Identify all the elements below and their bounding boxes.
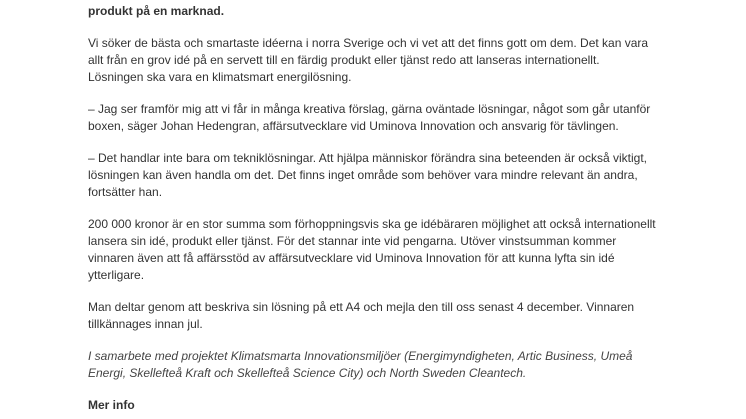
more-info-heading: Mer info — [88, 398, 135, 412]
lead-text: produkt på en marknad. — [88, 4, 225, 18]
paragraph-participation: Man deltar genom att beskriva sin lösning på ett A4 och mejla den till oss senast 4 december. Vinnaren tillkännages innan jul. — [88, 300, 635, 331]
paragraph-intro: Vi söker de bästa och smartaste idéerna i norra Sverige och vi vet att det finns gott om dem. Det kan vara allt från en grov idé på en servett till en färdig produkt eller tjänst redo att lanseras internationellt. Lösningen ska vara en klimatsmart energilösning. — [88, 36, 649, 84]
paragraph-quote-1: – Jag ser framför mig att vi får in många kreativa förslag, gärna oväntade lösningar, något som går utanför boxen, säger Johan Hedengran, affärsutvecklare vid Uminova Innovation och ansvarig för tävlingen. — [88, 102, 651, 133]
paragraph-quote-2: – Det handlar inte bara om tekniklösningar. Att hjälpa människor förändra sina beteenden är också viktigt, lösningen kan även handla om det. Det finns inget område som behöver vara mindre relevant än andra, fortsätter han. — [88, 151, 647, 199]
collaboration-note: I samarbete med projektet Klimatsmarta Innovationsmiljöer (Energimyndigheten, Artic Business, Umeå Energi, Skellefteå Kraft och Skellefteå Science City) och North Sweden Cleantech. — [88, 349, 633, 380]
article-body — [88, 3, 656, 414]
paragraph-prize: 200 000 kronor är en stor summa som förhoppningsvis ska ge idébäraren möjlighet att också internationellt lansera sin idé, produkt eller tjänst. För det stannar inte vid pengarna. Utöver vinstsumman kommer vinnaren även att få affärsstöd av affärsutvecklare vid Uminova Innovation för att kunna lyfta sin idé ytterligare. — [88, 217, 656, 282]
